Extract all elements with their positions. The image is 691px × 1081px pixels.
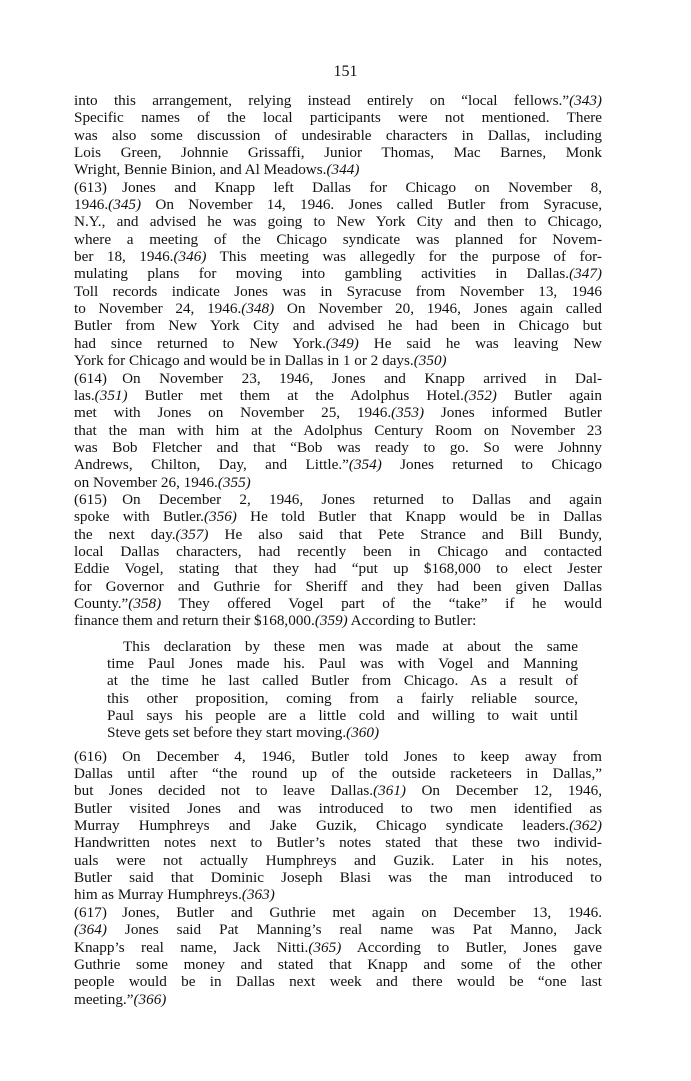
text-line: [74, 869, 602, 886]
text-segment: ber 18, 1946.: [74, 248, 174, 266]
text-line: [74, 370, 602, 387]
text-line: [74, 196, 602, 213]
text-segment: Butler again: [496, 386, 602, 404]
text-line: [74, 300, 602, 317]
text-segment: 1946.: [74, 196, 109, 214]
text-line: [74, 213, 602, 230]
text-segment: las.: [74, 386, 95, 404]
text-segment: This meeting was allegedly for the purpose of for-: [206, 248, 602, 266]
text-segment: had since returned to New York.: [74, 334, 326, 352]
text-segment: into this arrangement, relying instead entirely on “local fellows.”: [74, 92, 570, 109]
text-segment: was also some discussion of undesirable characters in Dallas, including: [74, 126, 602, 144]
paragraph: [74, 491, 602, 630]
text-segment: He said he was leaving New: [358, 334, 602, 352]
footnote-reference: (348): [241, 300, 275, 318]
footnote-reference: (360): [346, 724, 380, 742]
text-line: [74, 439, 602, 456]
text-line: [74, 852, 602, 869]
text-segment: Eddie Vogel, stating that they had “put up $168,000 to elect Jester: [74, 560, 602, 578]
text-segment: finance them and return their $168,000.: [74, 612, 315, 630]
footnote-reference: (350): [413, 352, 447, 370]
text-segment: York for Chicago and would be in Dallas in 1 or 2 days.: [74, 352, 414, 370]
text-line: [74, 248, 602, 265]
text-segment: where a meeting of the Chicago syndicate was planned for Novem-: [74, 230, 602, 248]
footnote-reference: (354): [348, 456, 382, 474]
text-line: [74, 748, 602, 765]
text-line: [74, 543, 602, 560]
text-line: [74, 404, 602, 421]
text-segment: Steve gets set before they start moving.: [107, 724, 347, 742]
text-segment: (616) On December 4, 1946, Butler told Jones to keep away from: [74, 747, 602, 765]
text-line: [74, 956, 602, 973]
text-line: [74, 352, 602, 369]
footnote-reference: (349): [325, 334, 359, 352]
text-segment: He also said that Pete Strance and Bill Bundy,: [208, 525, 602, 543]
text-line: [74, 765, 602, 782]
text-line: [74, 508, 602, 525]
text-segment: met with Jones on November 25, 1946.: [74, 404, 392, 422]
footnote-reference: (361): [373, 782, 406, 800]
block-quote: [107, 638, 578, 742]
text-line: [74, 179, 602, 196]
footnote-reference: (356): [203, 508, 237, 526]
footnote-reference: (363): [241, 886, 275, 904]
text-line: [74, 834, 602, 851]
text-segment: Paul says his people are a little cold and willing to wait until: [107, 707, 578, 725]
text-line: [74, 782, 602, 799]
text-line: [74, 317, 602, 334]
text-segment: Jones informed Butler: [424, 404, 602, 422]
text-segment: meeting.”: [74, 990, 134, 1008]
paragraph: [74, 92, 602, 179]
text-segment: According to Butler:: [347, 612, 477, 630]
text-line: [74, 422, 602, 439]
text-segment: N.Y., and advised he was going to New York City and then to Chicago,: [74, 213, 602, 231]
text-segment: On December 12, 1946,: [405, 782, 602, 800]
text-segment: to November 24, 1946.: [74, 300, 242, 318]
text-segment: On November 14, 1946. Jones called Butler from Syracuse,: [141, 196, 602, 214]
footnote-reference: (365): [308, 938, 342, 956]
text-line: [74, 886, 602, 903]
text-line: [74, 817, 602, 834]
text-segment: at the time he last called Butler from Chicago. As a result of: [107, 672, 578, 690]
text-line: [74, 904, 602, 921]
footnote-reference: (351): [94, 386, 128, 404]
text-line: [74, 578, 602, 595]
text-line: [74, 800, 602, 817]
footnote-reference: (352): [463, 386, 497, 404]
text-segment: Dallas until after “the round up of the outside racketeers in Dallas,”: [74, 765, 602, 783]
footnote-reference: (345): [108, 196, 142, 214]
text-segment: Butler visited Jones and was introduced to two men identified as: [74, 799, 602, 817]
text-line: [74, 491, 602, 508]
footnote-reference: (366): [133, 990, 167, 1008]
text-line: [107, 724, 578, 741]
text-line: [107, 690, 578, 707]
text-segment: people would be in Dallas next week and there would be “one last: [74, 973, 602, 991]
footnote-reference: (364): [74, 921, 107, 939]
text-segment: uals were not actually Humphreys and Guzik. Later in his notes,: [74, 851, 602, 869]
text-segment: but Jones decided not to leave Dallas.: [74, 782, 374, 800]
text-segment: Specific names of the local participants were not mentioned. There: [74, 109, 602, 127]
text-line: [74, 144, 602, 161]
text-line: [74, 231, 602, 248]
text-line: [74, 973, 602, 990]
text-segment: mulating plans for moving into gambling activities in Dallas.: [74, 265, 570, 283]
text-line: [74, 526, 602, 543]
text-segment: Toll records indicate Jones was in Syracuse from November 13, 1946: [74, 282, 602, 300]
text-line: [107, 638, 578, 655]
text-line: [74, 939, 602, 956]
text-segment: They offered Vogel part of the “take” if he would: [161, 594, 602, 612]
paragraph: [74, 748, 602, 904]
footnote-reference: (347): [569, 265, 602, 283]
text-segment: Lois Green, Johnnie Grissaffi, Junior Thomas, Mac Barnes, Monk: [74, 144, 602, 162]
page-number: 151: [333, 63, 358, 80]
text-line: [74, 921, 602, 938]
text-segment: On November 20, 1946, Jones again called: [274, 300, 602, 318]
text-line: [74, 127, 602, 144]
text-segment: him as Murray Humphreys.: [74, 886, 242, 904]
text-segment: Murray Humphreys and Jake Guzik, Chicago syndicate leaders.: [74, 817, 570, 835]
paragraph: [74, 904, 602, 1008]
text-line: [74, 474, 602, 491]
text-line: [74, 265, 602, 282]
text-line: [74, 991, 602, 1008]
text-segment: Knapp’s real name, Jack Nitti.: [74, 938, 309, 956]
text-line: [74, 283, 602, 300]
text-line: [107, 672, 578, 689]
text-segment: Butler from New York City and advised he had been in Chicago but: [74, 317, 602, 335]
text-segment: this other proposition, coming from a fairly reliable source,: [107, 689, 578, 707]
footnote-reference: (359): [314, 612, 348, 630]
text-segment: local Dallas characters, had recently been in Chicago and contacted: [74, 542, 602, 560]
footnote-reference: (353): [391, 404, 425, 422]
paragraph: [74, 370, 602, 491]
text-line: [74, 92, 602, 109]
text-segment: (613) Jones and Knapp left Dallas for Chicago on November 8,: [74, 178, 602, 196]
text-line: [74, 595, 602, 612]
text-line: [107, 707, 578, 724]
document-body: [74, 92, 602, 1008]
text-segment: County.”: [74, 594, 129, 612]
text-segment: Butler met them at the Adolphus Hotel.: [127, 386, 464, 404]
text-segment: Guthrie some money and stated that Knapp and some of the other: [74, 955, 602, 973]
text-segment: Handwritten notes next to Butler’s notes stated that these two individ-: [74, 834, 602, 852]
text-segment: on November 26, 1946.: [74, 473, 218, 491]
text-segment: Wright, Bennie Binion, and Al Meadows.: [74, 161, 327, 179]
text-segment: time Paul Jones made his. Paul was with Vogel and Manning: [107, 655, 578, 672]
text-segment: This declaration by these men was made at about the same: [123, 637, 578, 655]
text-segment: (615) On December 2, 1946, Jones returned to Dallas and again: [74, 490, 602, 508]
text-segment: According to Butler, Jones gave: [341, 938, 602, 956]
text-segment: (617) Jones, Butler and Guthrie met again on December 13, 1946.: [74, 903, 602, 921]
text-line: [74, 612, 602, 629]
text-line: [74, 387, 602, 404]
footnote-reference: (358): [128, 594, 162, 612]
footnote-reference: (346): [173, 248, 207, 266]
text-line: [74, 161, 602, 178]
text-segment: was Bob Fletcher and that “Bob was ready to go. So were Johnny: [74, 438, 602, 456]
text-segment: that the man with him at the Adolphus Century Room on November 23: [74, 421, 602, 439]
text-segment: the next day.: [74, 525, 176, 543]
footnote-reference: (355): [217, 473, 251, 491]
text-line: [107, 655, 578, 672]
footnote-reference: (357): [175, 525, 209, 543]
text-line: [74, 335, 602, 352]
footnote-reference: (362): [569, 817, 602, 835]
text-segment: spoke with Butler.: [74, 508, 204, 526]
text-segment: He told Butler that Knapp would be in Dallas: [236, 508, 602, 526]
text-segment: for Governor and Guthrie for Sheriff and they had been given Dallas: [74, 577, 602, 595]
text-line: [74, 560, 602, 577]
paragraph: [74, 179, 602, 370]
text-segment: Jones said Pat Manning’s real name was Pat Manno, Jack: [106, 921, 602, 939]
text-segment: Andrews, Chilton, Day, and Little.”: [74, 456, 349, 474]
footnote-reference: (344): [326, 161, 360, 179]
text-segment: (614) On November 23, 1946, Jones and Knapp arrived in Dal-: [74, 369, 602, 387]
text-line: [74, 109, 602, 126]
footnote-reference: (343): [569, 92, 602, 109]
text-segment: Jones returned to Chicago: [381, 456, 602, 474]
text-segment: Butler said that Dominic Joseph Blasi was the man introduced to: [74, 869, 602, 887]
text-line: [74, 456, 602, 473]
